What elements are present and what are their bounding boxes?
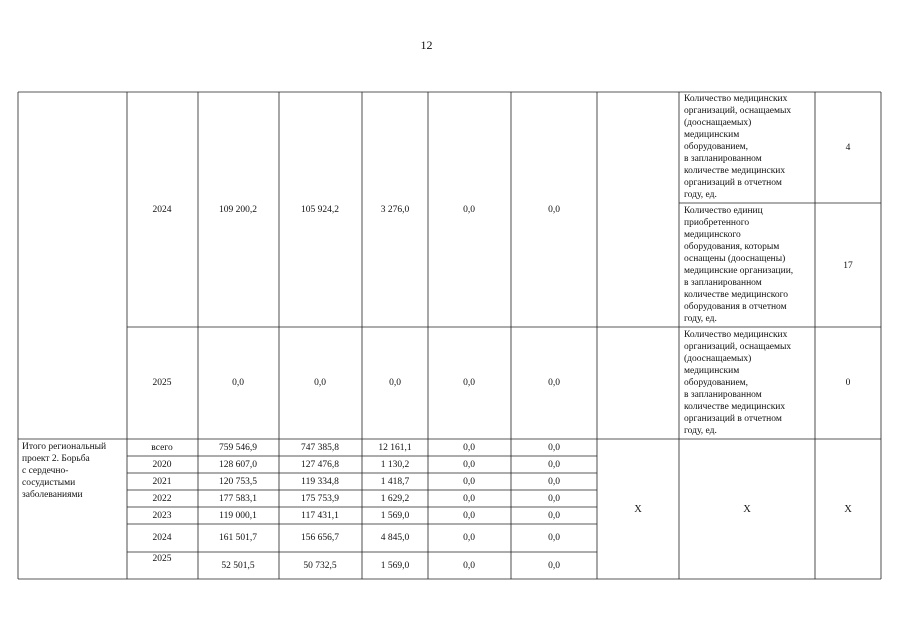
value-cell: 128 607,0 <box>219 460 257 470</box>
indicator-value: 17 <box>843 261 853 271</box>
value-cell: 0,0 <box>463 460 475 470</box>
value-cell: 0,0 <box>548 494 560 504</box>
value-cell: 52 501,5 <box>221 561 255 571</box>
year-cell: 2022 <box>152 494 172 504</box>
value-cell: 0,0 <box>548 561 560 571</box>
value-cell: 109 200,2 <box>219 205 257 215</box>
value-cell: 12 161,1 <box>378 443 412 453</box>
indicator-text: Количество медицинских организаций, оснащаемых (дооснащаемых) медицинским оборудованием, в запланированном количестве медицинских организаций в отчетном году, ед. <box>684 94 792 200</box>
indicator-value: 0 <box>845 378 851 388</box>
value-cell: 175 753,9 <box>301 494 339 504</box>
value-cell: 0,0 <box>463 511 475 521</box>
value-cell: 0,0 <box>548 460 560 470</box>
year-cell: 2024 <box>152 205 172 215</box>
value-cell: 117 431,1 <box>301 511 339 521</box>
value-cell: 1 629,2 <box>380 494 410 504</box>
value-cell: 0,0 <box>463 533 475 543</box>
value-cell: 4 845,0 <box>380 533 410 543</box>
value-cell: 0,0 <box>463 205 475 215</box>
value-cell: 747 385,8 <box>301 443 339 453</box>
x-mark: Х <box>844 504 852 515</box>
value-cell: 1 569,0 <box>380 511 410 521</box>
value-cell: 0,0 <box>463 378 475 388</box>
indicator-text: Количество единиц приобретенного медицинского оборудования, которым оснащены (дооснащены) медицинские организации, в запланированном количестве медицинского оборудования в отчетном году, ед. <box>684 206 794 324</box>
value-cell: 1 418,7 <box>380 477 410 487</box>
year-cell: 2025 <box>152 378 172 388</box>
value-cell: 119 334,8 <box>301 477 339 487</box>
value-cell: 1 569,0 <box>380 561 410 571</box>
year-cell: всего <box>151 443 173 453</box>
value-cell: 0,0 <box>463 561 475 571</box>
value-cell: 1 130,2 <box>380 460 410 470</box>
value-cell: 0,0 <box>548 511 560 521</box>
total-label: Итого региональный проект 2. Борьба с сердечно- сосудистыми заболеваниями <box>22 442 107 500</box>
value-cell: 0,0 <box>314 378 326 388</box>
value-cell: 161 501,7 <box>219 533 257 543</box>
value-cell: 0,0 <box>548 477 560 487</box>
value-cell: 156 656,7 <box>301 533 339 543</box>
year-cell: 2020 <box>152 460 172 470</box>
value-cell: 105 924,2 <box>301 205 339 215</box>
value-cell: 0,0 <box>548 378 560 388</box>
value-cell: 0,0 <box>463 443 475 453</box>
value-cell: 120 753,5 <box>219 477 257 487</box>
value-cell: 0,0 <box>548 533 560 543</box>
value-cell: 119 000,1 <box>219 511 257 521</box>
year-cell: 2024 <box>152 533 172 543</box>
value-cell: 0,0 <box>548 443 560 453</box>
value-cell: 0,0 <box>463 494 475 504</box>
value-cell: 0,0 <box>389 378 401 388</box>
value-cell: 0,0 <box>463 477 475 487</box>
value-cell: 3 276,0 <box>380 205 410 215</box>
value-cell: 177 583,1 <box>219 494 257 504</box>
x-mark: Х <box>743 504 751 515</box>
indicator-value: 4 <box>845 143 851 153</box>
value-cell: 127 476,8 <box>301 460 339 470</box>
value-cell: 0,0 <box>548 205 560 215</box>
x-mark: Х <box>634 504 642 515</box>
year-cell: 2021 <box>152 477 172 487</box>
value-cell: 759 546,9 <box>219 443 257 453</box>
page-number: 12 <box>420 38 433 52</box>
value-cell: 50 732,5 <box>303 561 337 571</box>
year-cell: 2025 <box>152 554 172 564</box>
indicator-text: Количество медицинских организаций, оснащаемых (дооснащаемых) медицинским оборудованием, в запланированном количестве медицинских организаций в отчетном году, ед. <box>684 330 792 436</box>
value-cell: 0,0 <box>232 378 244 388</box>
year-cell: 2023 <box>152 511 172 521</box>
